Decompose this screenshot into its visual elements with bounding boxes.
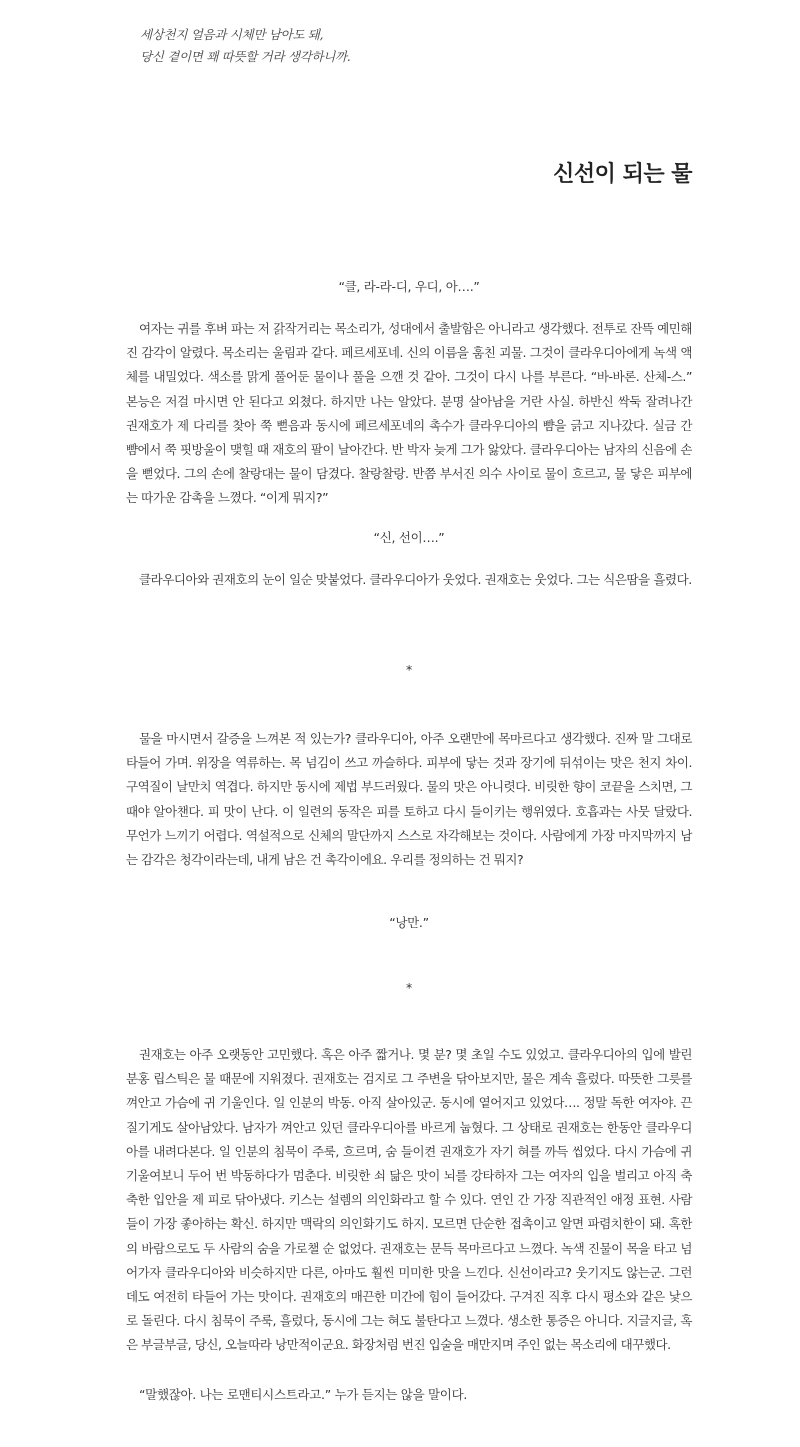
paragraph-4: 권재호는 아주 오랫동안 고민했다. 혹은 아주 짧거나. 몇 분? 몇 초일 수도 있었고. 클라우디아의 입에 발린 분홍 립스틱은 물 때문에 지워졌다. 권재호는 검지로 그 주변을 닦아보지만, 물은 계속 흘렀다. 따뜻한 그릇를 껴안고 가슴에 귀 기울인다. 일 인분의 박동. 아직 살아있군. 동시에 옅어지고 있었다…. 정말 독한 여자야. 끈질기게도 살아남았다. 남자가 껴안고 있던 클라우디아를 바르게 눕혔다. 그 상태로 권재호는 한동안 클라우디아를 내려다본다. 일 인분의 침묵이 주룩, 흐르며, 숨 들이켠 권재호가 자기 혀를 까득 씹었다. 다시 가슴에 귀 기울여보니 두어 번 박동하다가 멈춘다. 비릿한 쇠 닮은 맛이 뇌를 강타하자 그는 여자의 입을 벌리고 아직 축축한 입안을 제 피로 닦아냈다. 키스는 설렘의 의인화라고 할 수 있다. 연인 간 가장 직관적인 애정 표현. 사람들이 가장 좋아하는 확신. 하지만 맥락의 의인화기도 하지. 모르면 단순한 접촉이고 알면 파렴치한이 돼. 혹한의 바람으로도 두 사람의 숨을 가로챌 순 없었다. 권재호는 문득 목마르다고 느꼈다. 녹색 진물이 목을 타고 넘어가자 클라우디아와 비슷하지만 다른, 아마도 훨씬 미미한 맛을 느낀다. 신선이라고? 웃기지도 않는군. 그런데도 여전히 타들어 가는 맛이다. 권재호의 매끈한 미간에 힘이 들어갔다. 구겨진 직후 다시 평소와 같은 낯으로 돌린다. 다시 침묵이 주룩, 흘렀다, 동시에 그는 혀도 불탄다고 느꼈다. 생소한 통증은 아니다. 지글지글, 혹은 부글부글, 당신, 오늘따라 낭만적이군요. 화장처럼 번진 입술을 매만지며 주인 없는 목소리에 대꾸했다. bbox=[126, 1047, 692, 1353]
dialogue-line-3: “낭만.” bbox=[389, 915, 429, 930]
chapter-title: 신선이 되는 물 bbox=[553, 161, 692, 187]
section-separator-2: * bbox=[406, 980, 412, 995]
dialogue-line-2: “신, 선이….” bbox=[373, 530, 445, 545]
paragraph-1: 여자는 귀를 후벼 파는 저 갉작거리는 목소리가, 성대에서 출발함은 아니라고 생각했다. 전투로 잔뜩 예민해진 감각이 알렸다. 목소리는 울림과 같다. 페르세포네. 신의 이름을 훔친 괴물. 그것이 클라우디아에게 녹색 액체를 내밀었다. 색소를 맑게 풀어둔 물이나 풀을 으깬 것 같아. 그것이 다시 나를 부른다. “바-바론. 산체-스.” 본능은 저걸 마시면 안 된다고 외쳤다. 하지만 나는 알았다. 분명 살아남을 거란 사실. 하반신 싹둑 잘려나간 권재호가 제 다리를 찾아 쭉 뻗음과 동시에 페르세포네의 촉수가 클라우디아의 뺨을 긁고 지나갔다. 실금 간 뺨에서 쭉 핏방울이 맺힐 때 재호의 팔이 날아간다. 반 박자 늦게 그가 앓았다. 클라우디아는 남자의 신음에 손을 뻗었다. 그의 손에 찰랑대는 물이 담겼다. 찰랑찰랑. 반쯤 부서진 의수 사이로 물이 흐르고, 물 닿은 피부에는 따가운 감촉을 느꼈다. “이게 뭐지?” bbox=[126, 321, 692, 506]
epigraph bbox=[140, 24, 350, 68]
paragraph-3-block bbox=[126, 727, 692, 872]
paragraph-4-block bbox=[126, 1043, 692, 1358]
paragraph-1-block bbox=[126, 317, 692, 511]
section-separator-1: * bbox=[406, 662, 412, 677]
epigraph-line-2: 당신 곁이면 꽤 따뜻할 거라 생각하니까. bbox=[140, 49, 351, 64]
paragraph-2: 클라우디아와 권재호의 눈이 일순 맞붙었다. 클라우디아가 웃었다. 권재호는 웃었다. 그는 식은땀을 흘렸다. bbox=[139, 572, 692, 587]
dialogue-line-1: “클, 라-라-디, 우디, 아….” bbox=[338, 279, 480, 294]
epigraph-line-1: 세상천지 얼음과 시체만 남아도 돼, bbox=[140, 27, 324, 42]
closing-line: “말했잖아. 나는 로맨티시스트라고.” 누가 듣지는 않을 말이다. bbox=[139, 1387, 468, 1402]
paragraph-2-block bbox=[126, 568, 692, 592]
paragraph-3: 물을 마시면서 갈증을 느껴본 적 있는가? 클라우디아, 아주 오랜만에 목마르다고 생각했다. 진짜 말 그대로 타들어 가며. 위장을 역류하는. 목 넘김이 쓰고 까슬하다. 피부에 닿는 것과 장기에 뒤섞이는 맛은 천지 차이. 구역질이 날만치 역겹다. 하지만 동시에 제법 부드러웠다. 물의 맛은 아니렷다. 비릿한 향이 코끝을 스치면, 그때야 알아챈다. 피 맛이 난다. 이 일련의 동작은 피를 토하고 다시 들이키는 행위였다. 호흡과는 사뭇 달랐다. 무언가 느끼기 어렵다. 역설적으로 신체의 말단까지 스스로 자각해보는 것이다. 사람에게 가장 마지막까지 남는 감각은 청각이라는데, 내게 남은 건 촉각이에요. 우리를 정의하는 건 뭐지? bbox=[126, 731, 692, 868]
